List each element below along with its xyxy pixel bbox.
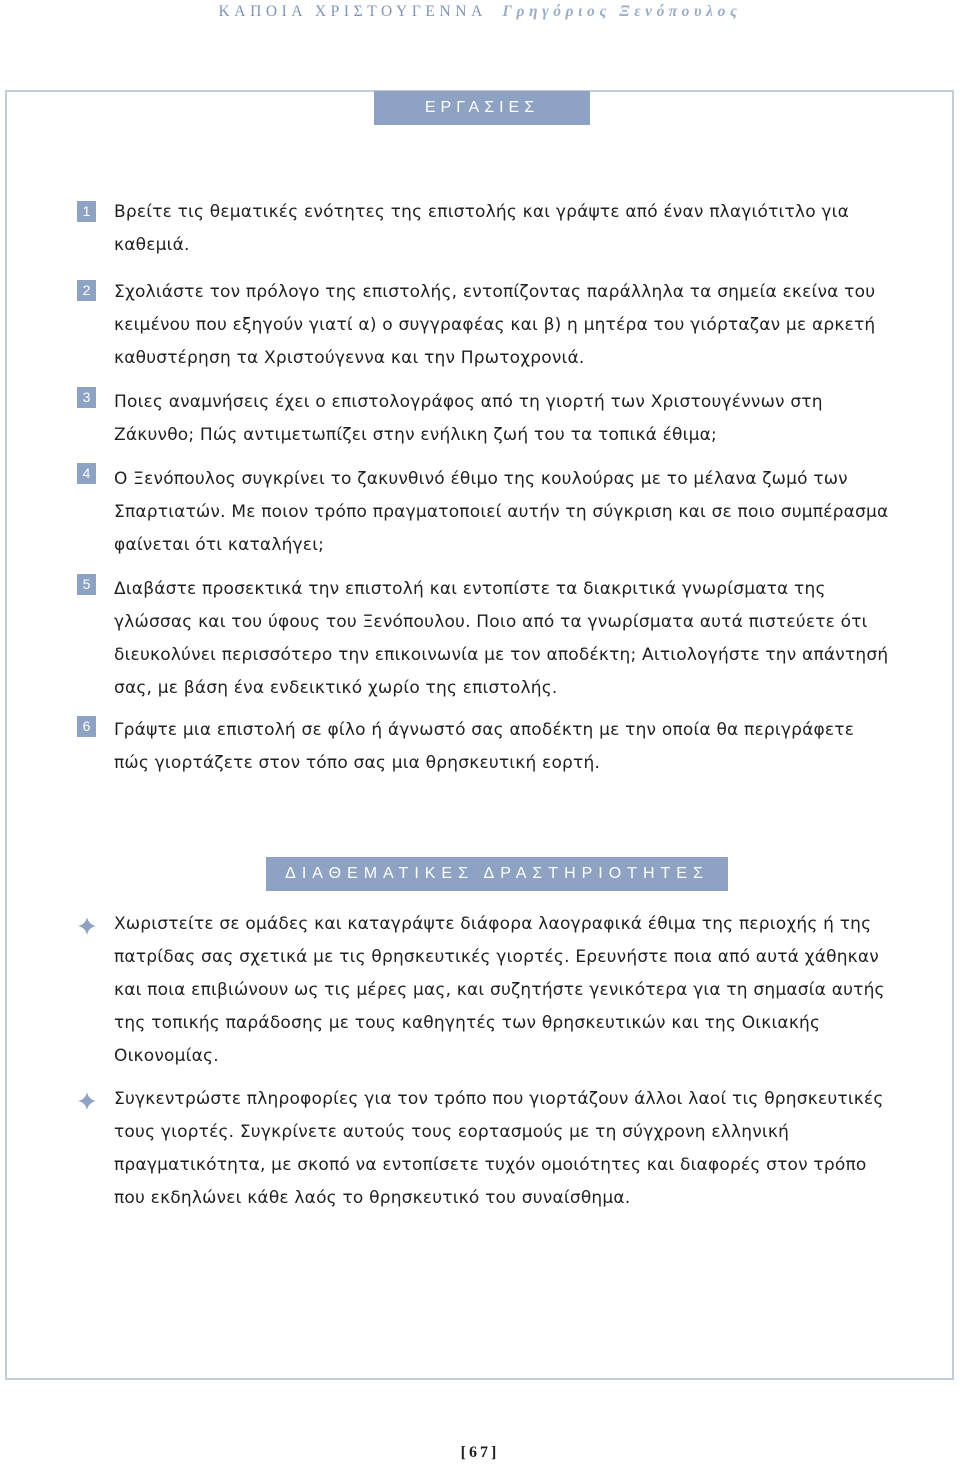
- book-title: ΚΑΠΟΙΑ ΧΡΙΣΤΟΥΓΕΝΝΑ: [218, 3, 487, 20]
- task-number-badge: 2: [77, 280, 96, 301]
- task-number-badge: 3: [77, 387, 96, 408]
- tasks-heading: ΕΡΓΑΣΙΕΣ: [374, 91, 590, 125]
- task-number-badge: 6: [77, 716, 96, 737]
- task-text: Ποιες αναμνήσεις έχει ο επιστολογράφος από τη γιορτή των Χριστουγέννων στη Ζάκυνθο; Πώς αντιμετωπίζει στην ενήλικη ζωή του τα τοπικά έθιμα;: [114, 392, 823, 445]
- task-text: Διαβάστε προσεκτικά την επιστολή και εντοπίστε τα διακριτικά γνωρίσματα της γλώσσας και του ύφους του Ξενόπουλου. Ποιο από τα γνωρίσματα αυτά πιστεύετε ότι διευκολύνει περισσότερο την επικοινωνία με τον αποδέκτη; Αιτιολογήστε την απάντησή σας, με βάση ένα ενδεικτικό χωρίο της επιστολής.: [114, 579, 889, 698]
- task-text: Σχολιάστε τον πρόλογο της επιστολής, εντοπίζοντας παράλληλα τα σημεία εκείνα του κειμένου που εξηγούν γιατί α) ο συγγραφέας και β) η μητέρα του γιόρταζαν με αρκετή καθυστέρηση τα Χριστούγεννα και την Πρωτοχρονιά.: [114, 282, 876, 368]
- task-number-badge: 4: [77, 463, 96, 484]
- task-text: Βρείτε τις θεματικές ενότητες της επιστολής και γράψτε από έναν πλαγιότιτλο για καθεμιά.: [114, 202, 850, 255]
- task-number-badge: 5: [77, 574, 96, 595]
- author-name: Γρηγόριος Ξενόπουλος: [502, 3, 742, 20]
- task-text: Ο Ξενόπουλος συγκρίνει το ζακυνθινό έθιμο της κουλούρας με το μέλανα ζωμό των Σπαρτιατών. Με ποιον τρόπο πραγματοποιεί αυτήν τη σύγκριση και σε ποιο συμπέρασμα φαίνεται ότι καταλήγει;: [114, 469, 889, 555]
- page-number: [67]: [460, 1444, 500, 1461]
- task-number-badge: 1: [77, 201, 96, 222]
- activities-heading: ΔΙΑΘΕΜΑΤΙΚΕΣ ΔΡΑΣΤΗΡΙΟΤΗΤΕΣ: [266, 857, 728, 891]
- activity-text: Συγκεντρώστε πληροφορίες για τον τρόπο που γιορτάζουν άλλοι λαοί τις θρησκευτικές τους γιορτές. Συγκρίνετε αυτούς τους εορτασμούς με τη σύγχρονη ελληνική πραγματικότητα, με σκοπό να εντοπίσετε τυχόν ομοιότητες και διαφορές στον τρόπο που εκδηλώνει κάθε λαός το θρησκευτικό του συναίσθημα.: [114, 1089, 884, 1208]
- running-header: [0, 0, 960, 24]
- activity-text: Χωριστείτε σε ομάδες και καταγράψτε διάφορα λαογραφικά έθιμα της περιοχής ή της πατρίδας σας σχετικά με τις θρησκευτικές γιορτές. Ερευνήστε ποια από αυτά χάθηκαν και ποια επιβιώνουν ως τις μέρες μας, και συζητήστε γενικότερα για τη σημασία αυτής της τοπικής παράδοσης με τους καθηγητές των θρησκευτικών και της Οικιακής Οικονομίας.: [114, 914, 885, 1066]
- task-text: Γράψτε μια επιστολή σε φίλο ή άγνωστό σας αποδέκτη με την οποία θα περιγράφετε πώς γιορτάζετε στον τόπο σας μια θρησκευτική εορτή.: [114, 720, 855, 773]
